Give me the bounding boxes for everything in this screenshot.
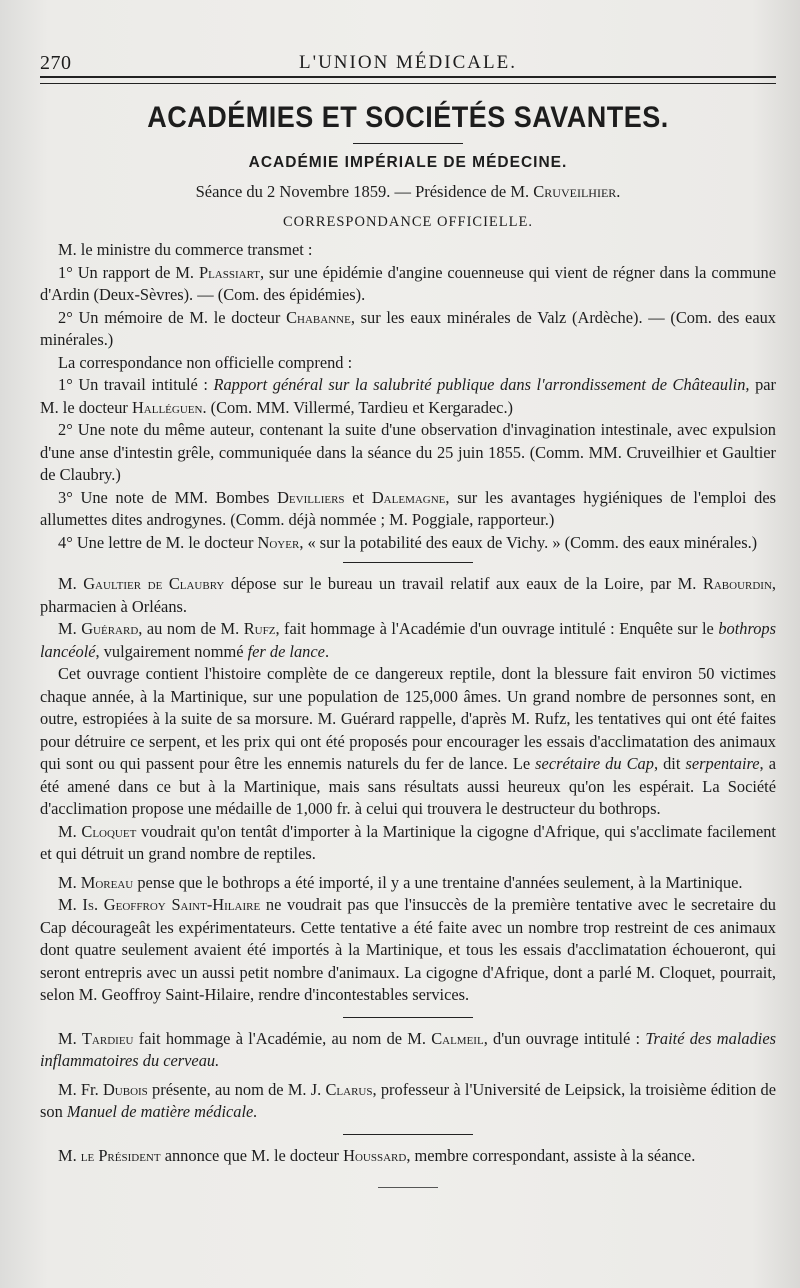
paragraph: 1° Un rapport de M. Plassiart, sur une épidémie d'angine couenneuse qui vient de régner dans la commune d'Ardin (Deux-Sèvres). — (Com. des épidémies). <box>40 262 776 304</box>
academy-title: ACADÉMIE IMPÉRIALE DE MÉDECINE. <box>248 154 568 171</box>
paragraph: M. Is. Geoffroy Saint-Hilaire ne voudrait pas que l'insuccès de la première tentative avec le secretaire du Cap décourageât les expérimentateurs. Cette tentative a été faite avec un nombre trop restreint de ces animaux dont quatre seulement avaient été importés à la Martinique, et tous les essais d'acclimatation échoueront, qui seront entrepris avec un aussi petit nombre d'animaux. La cigogne d'Afrique, dont a parlé M. Cloquet, pourrait, selon M. Geoffroy Saint-Hilaire, rendre d'incontestables services. <box>40 895 776 1004</box>
paragraph: 2° Un mémoire de M. le docteur Chabanne, sur les eaux minérales de Valz (Ardèche). — (Com. des eaux minérales.) <box>40 307 776 349</box>
paragraph: M. Gaultier de Claubry dépose sur le bureau un travail relatif aux eaux de la Loire, par M. Rabourdin, pharmacien à Orléans. <box>40 574 777 616</box>
footer-ornament <box>378 1187 438 1188</box>
paragraph: M. Guérard, au nom de M. Rufz, fait hommage à l'Académie d'un ouvrage intitulé : Enquête sur le bothrops lancéolé, vulgairement nommé fer de lance. <box>40 619 777 661</box>
paragraph: M. Tardieu fait hommage à l'Académie, au nom de M. Calmeil, d'un ouvrage intitulé : Traité des maladies inflammatoires du cerveau. <box>40 1028 776 1070</box>
correspondence-heading: CORRESPONDANCE OFFICIELLE. <box>283 214 533 230</box>
president-name: Cruveilhier. <box>533 182 621 201</box>
paragraph: M. Cloquet voudrait qu'on tentât d'importer à la Martinique la cigogne d'Afrique, qui s'acclimate facilement et qui détruit un grand nombre de reptiles. <box>40 821 776 863</box>
divider <box>343 1017 473 1018</box>
section-title: ACADÉMIES ET SOCIÉTÉS SAVANTES. <box>147 100 669 134</box>
paragraph: Cet ouvrage contient l'histoire complète de ce dangereux reptile, dont la blessure fait environ 50 victimes chaque année, à la Martinique, sur une population de 125,000 âmes. Un grand nombre de personnes sont, en outre, estropiées à la suite de sa morsure. M. Guérard rappelle, d'après M. Rufz, les tentatives qui ont été faites pour détruire ce serpent, et les prix qui ont été proposés pour encourager les essais d'acclimatation des animaux qui sont ou qui passent pour être les ennemis naturels du fer de lance. Le secrétaire du Cap, dit serpentaire, a été amené dans ce but à la Martinique, mais sans résultats aussi heureux qu'on les espérait. La Société d'acclimation propose une médaille de 1,000 fr. à celui qui trouvera le destructeur du bothrops. <box>40 664 776 818</box>
body-text <box>40 239 776 1167</box>
divider <box>343 562 473 563</box>
session-line: Séance du 2 Novembre 1859. — Présidence de M. Cruveilhier. <box>195 182 621 201</box>
page-header <box>40 44 776 74</box>
paragraph: 2° Une note du même auteur, contenant la suite d'une observation d'invagination intestinale, avec expulsion d'une anse d'intestin grêle, communiquée dans la séance du 25 juin 1855. (Comm. MM. Cruveilhier et Gaultier de Claubry.) <box>40 420 776 484</box>
header-rule <box>40 76 776 84</box>
section-divider <box>353 143 463 144</box>
paragraph: La correspondance non officielle comprend : <box>58 352 353 372</box>
running-title: L'UNION MÉDICALE. <box>299 52 517 73</box>
paragraph: M. le ministre du commerce transmet : <box>58 240 313 259</box>
paragraph: M. Fr. Dubois présente, au nom de M. J. Clarus, professeur à l'Université de Leipsick, la troisième édition de son Manuel de matière médicale. <box>40 1079 777 1121</box>
paragraph: 4° Une lettre de M. le docteur Noyer, « sur la potabilité des eaux de Vichy. » (Comm. des eaux minérales.) <box>58 532 758 552</box>
paragraph: 1° Un travail intitulé : Rapport général sur la salubrité publique dans l'arrondissement de Châteaulin, par M. le docteur Halléguen. (Com. MM. Villermé, Tardieu et Kergaradec.) <box>40 375 777 417</box>
page-number: 270 <box>40 52 72 74</box>
paragraph: M. le Président annonce que M. le docteur Houssard, membre correspondant, assiste à la séance. <box>58 1145 696 1165</box>
paragraph: M. Moreau pense que le bothrops a été importé, il y a une trentaine d'années seulement, à la Martinique. <box>58 872 743 892</box>
paragraph: 3° Une note de MM. Bombes Devilliers et Dalemagne, sur les avantages hygiéniques de l'emploi des allumettes dites androgynes. (Comm. déjà nommée ; M. Poggiale, rapporteur.) <box>40 487 777 529</box>
divider <box>343 1134 473 1135</box>
